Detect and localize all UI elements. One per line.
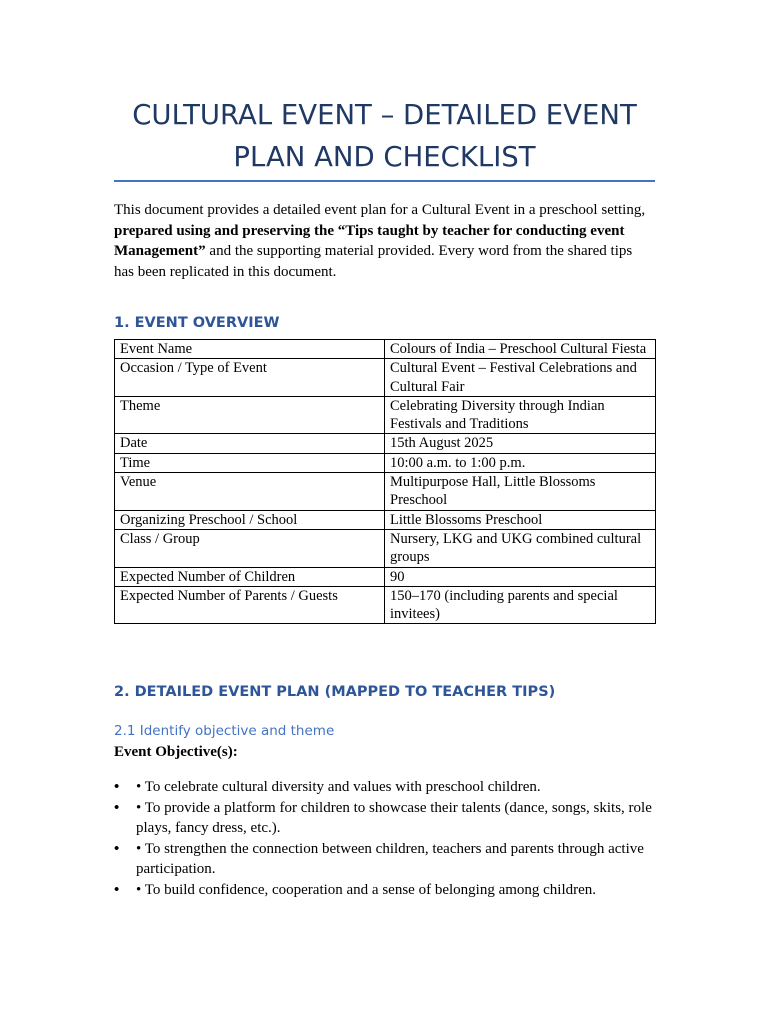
list-item [114,798,655,839]
table-row [115,529,656,567]
document-title: CULTURAL EVENT – DETAILED EVENT PLAN AND CHECKLIST [132,99,637,173]
row-value: 90 [385,567,656,586]
row-value: Colours of India – Preschool Cultural Fiesta [385,340,656,359]
row-label: Event Name [115,340,385,359]
row-label: Organizing Preschool / School [115,510,385,529]
intro-text-bold: prepared using and preserving the “Tips taught by teacher for conducting event Management” [114,222,625,259]
objectives-label: Event Objective(s): [114,744,238,760]
row-value: Little Blossoms Preschool [385,510,656,529]
title-underline [114,180,655,182]
row-label: Theme [115,396,385,434]
table-row [115,453,656,472]
objectives-list [114,777,655,900]
row-value: Cultural Event – Festival Celebrations and Cultural Fair [385,359,656,397]
list-item-text: • To build confidence, cooperation and a sense of belonging among children. [136,881,597,898]
list-item [114,880,655,901]
intro-paragraph [114,200,655,282]
table-row [115,473,656,511]
list-item-text: • To provide a platform for children to showcase their talents (dance, songs, skits, role plays, fancy dress, etc.). [136,799,652,836]
list-item [114,777,655,798]
row-label: Time [115,453,385,472]
row-label: Occasion / Type of Event [115,359,385,397]
list-item-text: • To strengthen the connection between children, teachers and parents through active participation. [136,840,644,877]
list-item-text: • To celebrate cultural diversity and values with preschool children. [136,779,541,795]
row-value: 150–170 (including parents and special invitees) [385,586,656,624]
table-row [115,359,656,397]
row-label: Expected Number of Children [115,567,385,586]
section-2-heading: 2. DETAILED EVENT PLAN (MAPPED TO TEACHER TIPS) [114,684,556,700]
bullet-icon: • [114,881,120,898]
table-row [115,510,656,529]
table-row [115,396,656,434]
row-label: Class / Group [115,529,385,567]
row-label: Expected Number of Parents / Guests [115,586,385,624]
section-2-1-heading: 2.1 Identify objective and theme [114,723,335,739]
table-row [115,340,656,359]
row-label: Date [115,434,385,453]
bullet-icon: • [114,779,120,795]
table-row [115,567,656,586]
row-value: Celebrating Diversity through Indian Festivals and Traditions [385,396,656,434]
row-value: Nursery, LKG and UKG combined cultural groups [385,529,656,567]
table-row [115,434,656,453]
event-overview-table [114,339,656,624]
row-value: Multipurpose Hall, Little Blossoms Preschool [385,473,656,511]
bullet-icon: • [114,840,120,857]
intro-text-1: This document provides a detailed event plan for a Cultural Event in a preschool setting, [114,202,646,218]
section-1-heading: 1. EVENT OVERVIEW [114,315,280,331]
row-value: 15th August 2025 [385,434,656,453]
intro-text-3: and the supporting material provided. Every word from the shared tips has been replicated in this document. [114,243,633,280]
table-row [115,586,656,624]
row-label: Venue [115,473,385,511]
row-value: 10:00 a.m. to 1:00 p.m. [385,453,656,472]
list-item [114,839,655,880]
bullet-icon: • [114,799,120,816]
